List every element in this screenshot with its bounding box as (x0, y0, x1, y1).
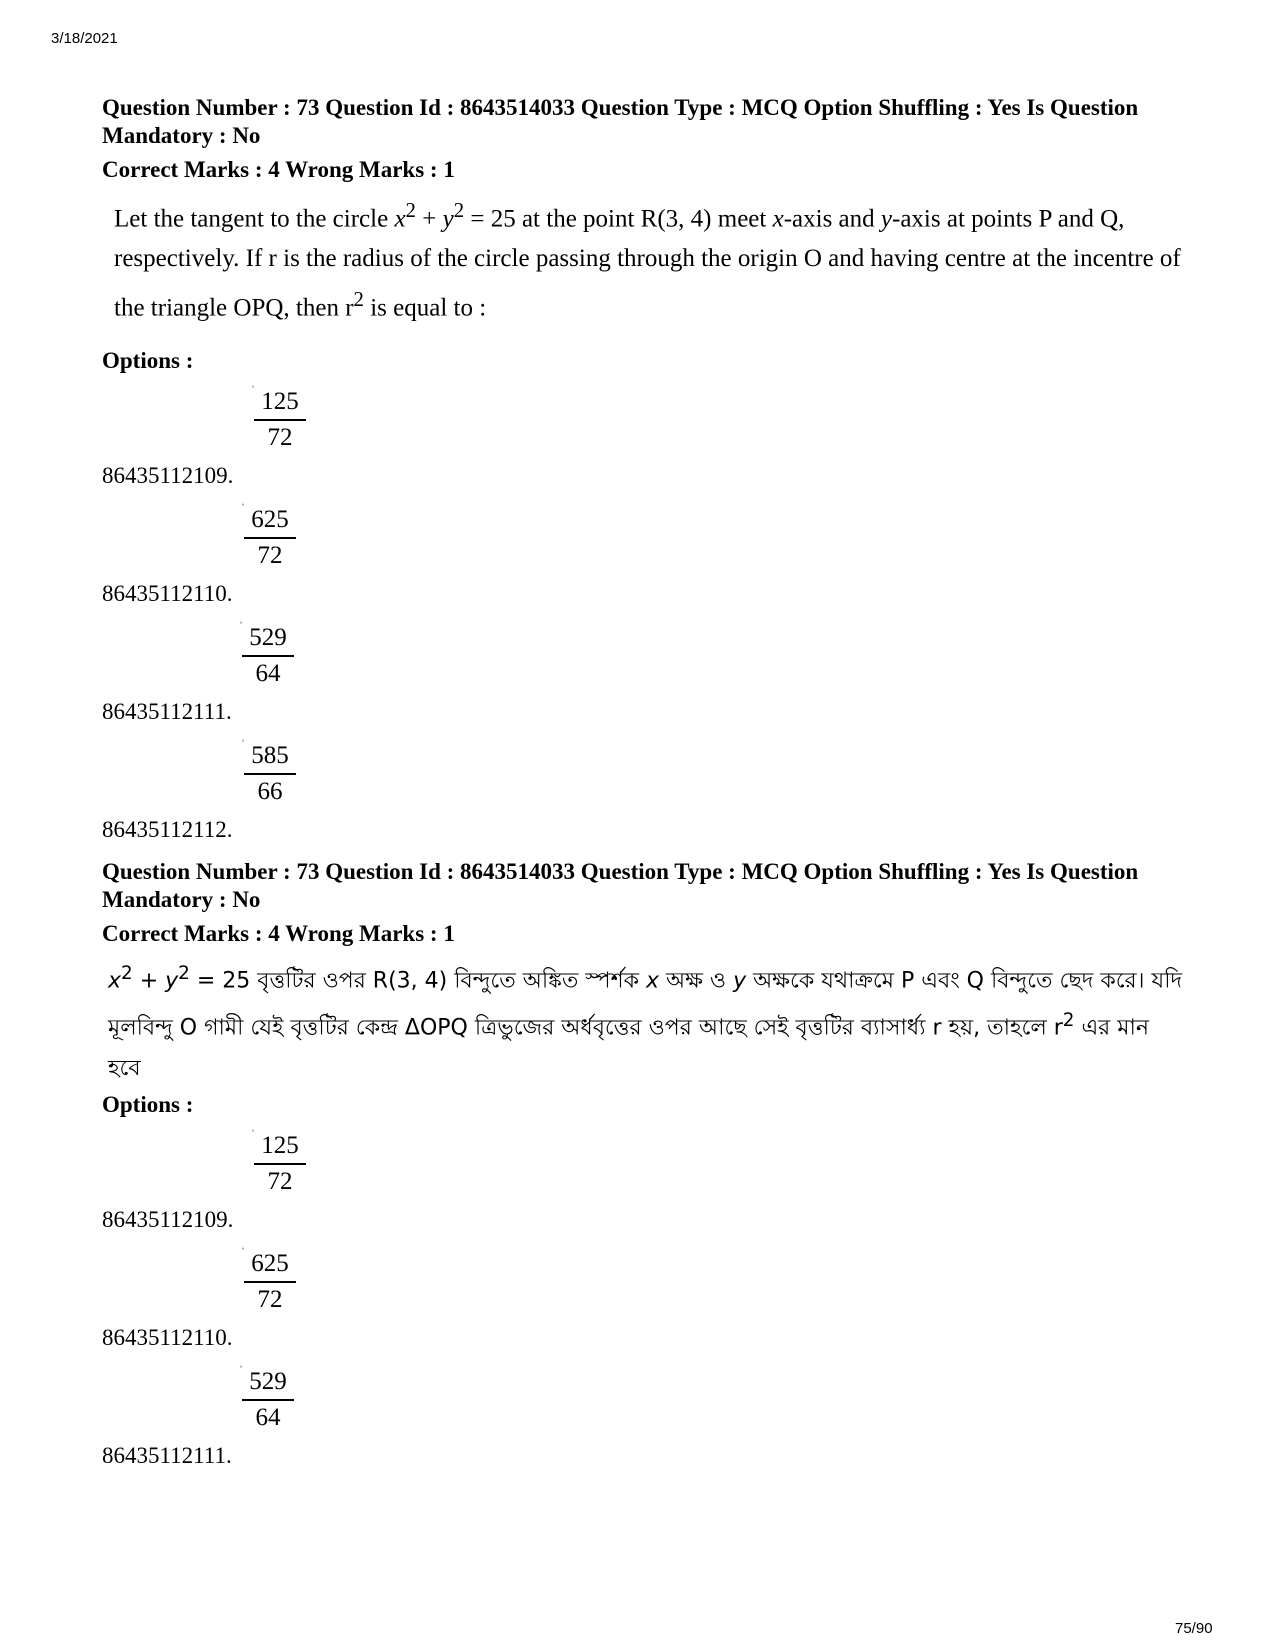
option-item (102, 500, 1182, 621)
text-segment: Let the tangent to the circle (114, 205, 395, 233)
denominator: 64 (255, 659, 281, 687)
tick-mark: ˈ (239, 618, 243, 633)
text-segment: -axis at points P and Q, respectively. If r is the radius of the circle passing through the origin O and having centre at the incentre of the triangle OPQ, then r (114, 205, 1181, 322)
question-meta: Question Number : 73 Question Id : 8643514033 Question Type : MCQ Option Shuffling : Yes Is Question Mandatory : No (102, 95, 1139, 148)
tick-mark: ˈ (241, 736, 245, 751)
plus-sign: + (132, 968, 166, 994)
question-text (102, 190, 1189, 329)
tick-mark: ˈ (251, 1126, 255, 1141)
option-item (102, 736, 1182, 857)
option-fraction (251, 1126, 306, 1199)
option-id: 86435112111. (102, 1442, 232, 1468)
option-item (102, 382, 1182, 503)
option-fraction (239, 618, 294, 691)
var-x: x (772, 205, 784, 233)
option-id: 86435112111. (102, 698, 232, 724)
question-meta: Question Number : 73 Question Id : 8643514033 Question Type : MCQ Option Shuffling : Yes Is Question Mandatory : No (102, 859, 1139, 912)
question-text (102, 954, 1183, 1089)
option-id: 86435112109. (102, 462, 234, 488)
question-block-english (102, 94, 1182, 857)
text-segment: এর মান হবে (108, 1015, 1150, 1081)
text-segment: = 25 at the point R(3, 4) meet (464, 205, 773, 233)
question-marks: Correct Marks : 4 Wrong Marks : 1 (102, 921, 455, 946)
var-x: x (394, 205, 406, 233)
option-item (102, 1126, 1182, 1247)
tick-mark: ˈ (251, 382, 255, 397)
option-fraction (239, 1362, 294, 1435)
exponent: 2 (453, 198, 465, 222)
numerator: 529 (242, 621, 294, 657)
options-list (102, 382, 1182, 857)
denominator: 66 (257, 777, 283, 805)
denominator: 72 (257, 1285, 283, 1313)
denominator: 72 (267, 423, 293, 451)
option-item (102, 1362, 1182, 1483)
tick-mark: ˈ (241, 1244, 245, 1259)
question-marks: Correct Marks : 4 Wrong Marks : 1 (102, 157, 455, 182)
denominator: 72 (267, 1167, 293, 1195)
numerator: 585 (244, 739, 296, 775)
option-fraction (251, 382, 306, 455)
var-y: y (165, 968, 179, 994)
exponent: 2 (353, 287, 364, 312)
var-x: x (646, 968, 660, 994)
denominator: 72 (257, 541, 283, 569)
text-segment: অক্ষ ও (659, 968, 734, 994)
var-y: y (442, 205, 454, 233)
numerator: 529 (242, 1365, 294, 1401)
option-id: 86435112109. (102, 1206, 234, 1232)
option-id: 86435112110. (102, 1324, 233, 1350)
option-item (102, 1244, 1182, 1365)
options-label: Options : (102, 347, 194, 373)
option-id: 86435112112. (102, 816, 233, 842)
option-fraction (241, 1244, 296, 1317)
question-block-bengali (102, 858, 1182, 1483)
numerator: 625 (244, 503, 296, 539)
exponent: 2 (121, 963, 133, 984)
numerator: 125 (254, 1129, 306, 1165)
page-number: 75/90 (1175, 1620, 1213, 1637)
options-label: Options : (102, 1091, 194, 1117)
options-list (102, 1126, 1182, 1483)
text-segment: অক্ষকে যথাক্রমে P এবং Q বিন্দুতে ছেদ করে। যদি মূলবিন্দু O গামী যেই বৃত্তটির কেন্দ্র ΔOPQ ত্রিভুজের অর্ধবৃত্তের ওপর আছে সেই বৃত্তটির ব্যাসার্ধ্য r হয়, তাহলে r (108, 968, 1183, 1041)
numerator: 625 (244, 1247, 296, 1283)
print-date: 3/18/2021 (51, 30, 118, 47)
var-x: x (108, 968, 122, 994)
option-fraction (241, 500, 296, 573)
exponent: 2 (178, 963, 190, 984)
text-segment: -axis and (783, 205, 881, 233)
var-y: y (880, 205, 893, 233)
numerator: 125 (254, 385, 306, 421)
text-segment: = 25 বৃত্তটির ওপর R(3, 4) বিন্দুতে অঙ্কিত স্পর্শক (189, 968, 647, 994)
option-item (102, 618, 1182, 739)
text-segment: is equal to : (363, 294, 487, 322)
tick-mark: ˈ (241, 500, 245, 515)
tick-mark: ˈ (239, 1362, 243, 1377)
option-id: 86435112110. (102, 580, 233, 606)
denominator: 64 (255, 1403, 281, 1431)
option-fraction (241, 736, 296, 809)
exponent: 2 (1062, 1010, 1075, 1032)
var-y: y (733, 968, 747, 994)
plus-sign: + (415, 205, 443, 233)
exponent: 2 (405, 198, 416, 222)
